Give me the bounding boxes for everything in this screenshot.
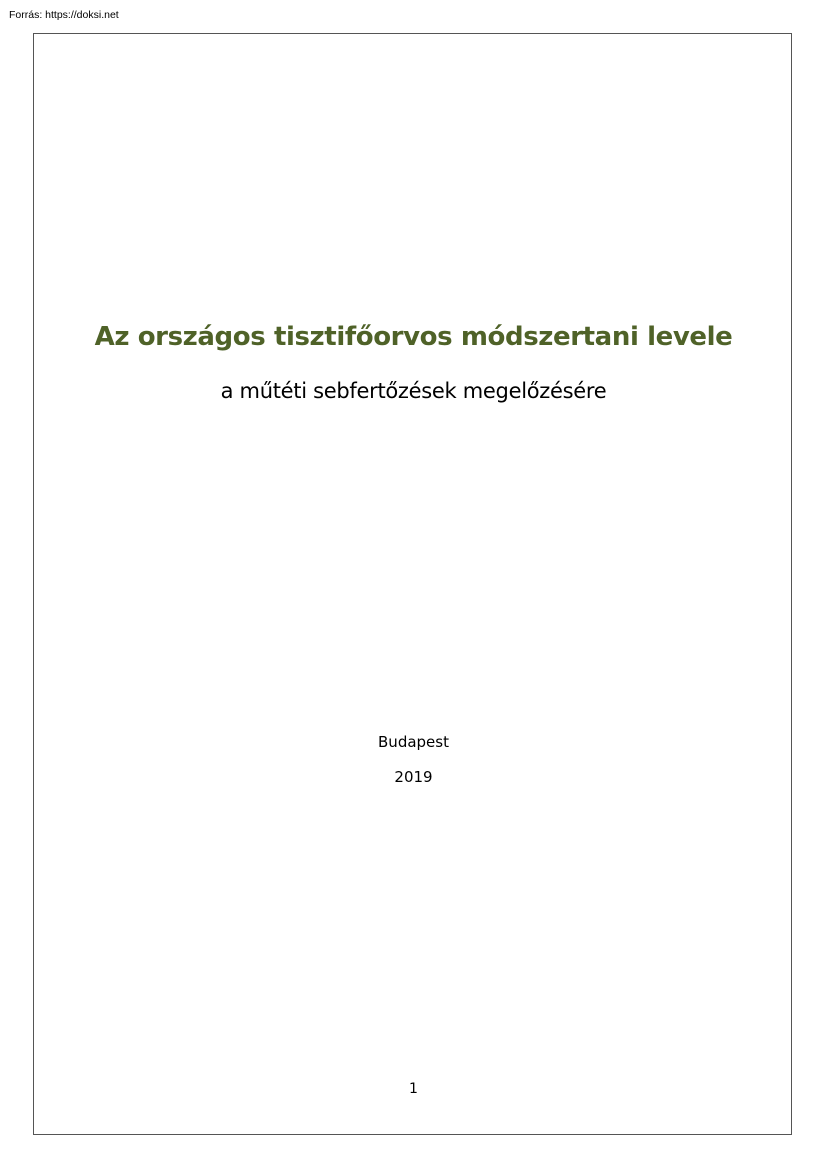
- page-frame: [33, 33, 792, 1135]
- publication-place: Budapest: [378, 733, 449, 751]
- document-title: Az országos tisztifőorvos módszertani levele: [94, 322, 733, 352]
- document-subtitle: a műtéti sebfertőzések megelőzésére: [220, 379, 607, 403]
- source-label: Forrás: https://doksi.net: [9, 9, 119, 21]
- page-number: 1: [409, 1081, 418, 1097]
- publication-year: 2019: [394, 768, 433, 786]
